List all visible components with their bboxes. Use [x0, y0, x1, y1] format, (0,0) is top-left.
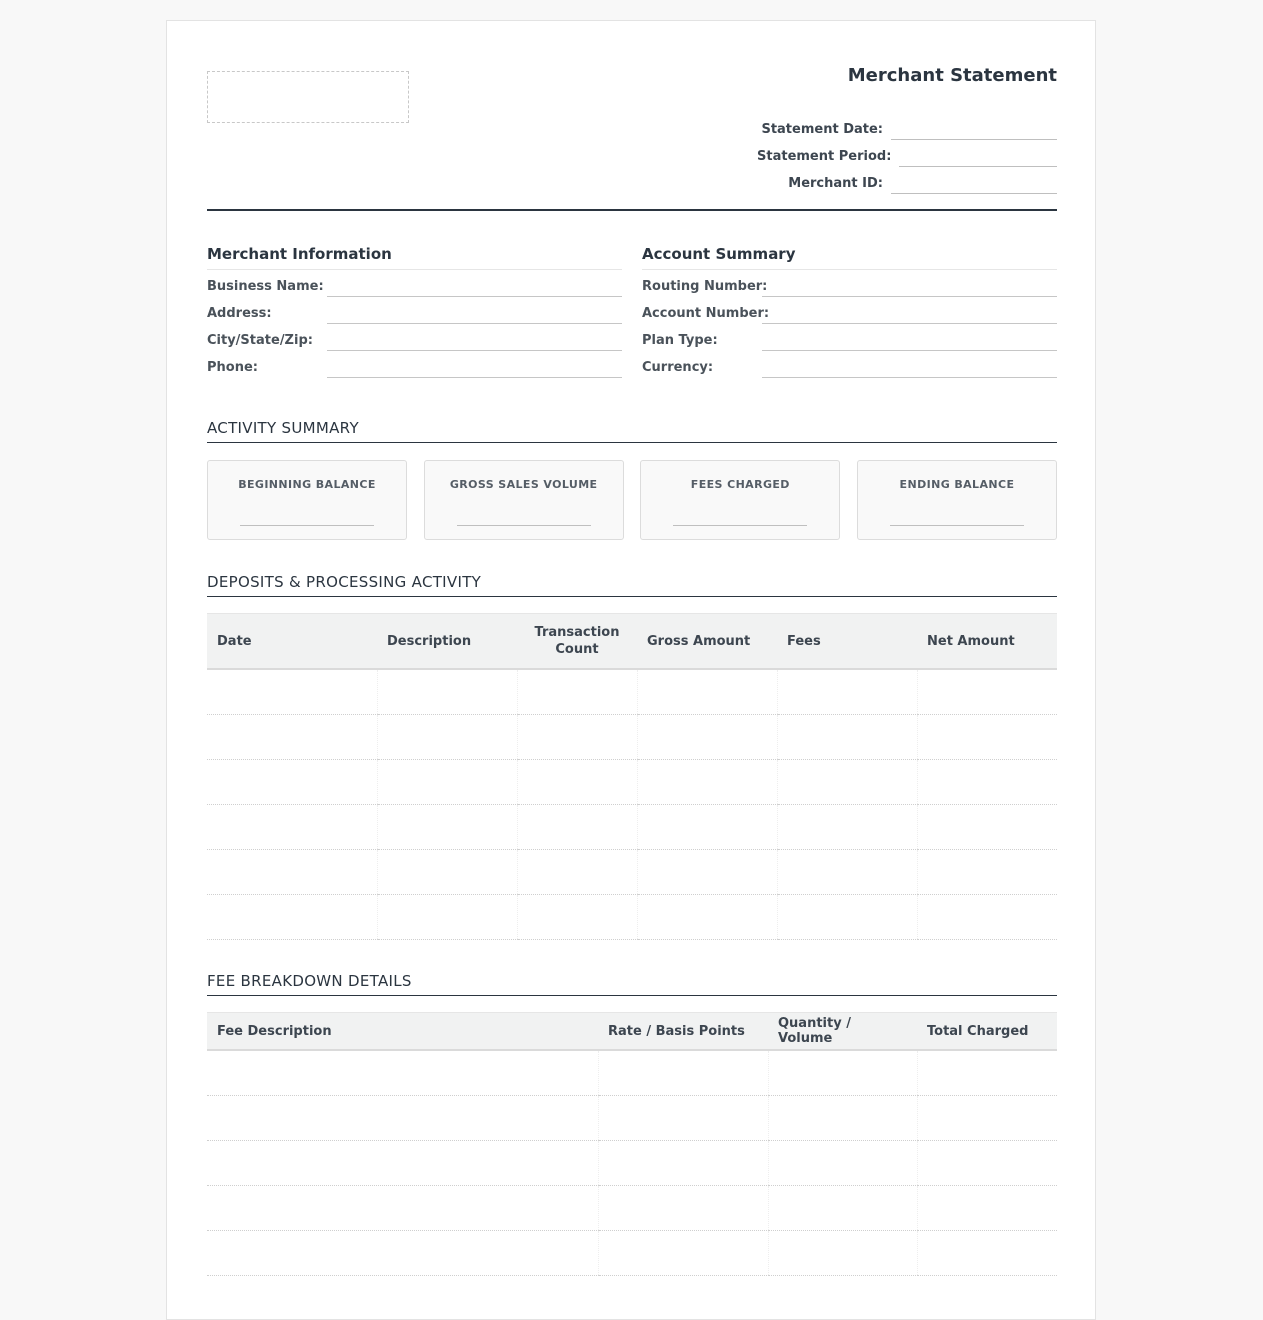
table-row	[207, 1186, 1057, 1231]
column-header-quantity-volume: Quantity / Volume	[768, 1013, 917, 1051]
table-cell[interactable]	[517, 715, 637, 760]
business-name-field[interactable]	[327, 274, 622, 297]
table-cell[interactable]	[207, 1141, 598, 1186]
table-cell[interactable]	[917, 1096, 1057, 1141]
table-cell[interactable]	[207, 805, 377, 850]
table-cell[interactable]	[917, 1186, 1057, 1231]
table-cell[interactable]	[517, 895, 637, 940]
account-summary-section	[642, 245, 1057, 378]
meta-row-statement-date	[757, 113, 1057, 140]
info-label: Currency:	[642, 360, 714, 375]
table-cell[interactable]	[637, 715, 777, 760]
table-cell[interactable]	[207, 715, 377, 760]
table-cell[interactable]	[777, 850, 917, 895]
table-cell[interactable]	[917, 1231, 1057, 1276]
table-cell[interactable]	[917, 1141, 1057, 1186]
table-cell[interactable]	[917, 850, 1057, 895]
table-cell[interactable]	[517, 850, 637, 895]
table-cell[interactable]	[768, 1096, 917, 1141]
info-row-business-name	[207, 270, 622, 297]
table-cell[interactable]	[917, 760, 1057, 805]
card-label: FEES CHARGED	[690, 478, 790, 491]
column-header-date: Date	[207, 614, 377, 670]
table-row	[207, 805, 1057, 850]
activity-summary-cards	[207, 460, 1057, 540]
table-cell[interactable]	[517, 669, 637, 715]
card-label: GROSS SALES VOLUME	[449, 478, 598, 491]
table-cell[interactable]	[207, 895, 377, 940]
document-title: Merchant Statement	[847, 65, 1057, 86]
table-cell[interactable]	[598, 1050, 768, 1096]
ending-balance-field[interactable]	[890, 525, 1024, 526]
info-label: Business Name:	[207, 279, 324, 294]
gross-sales-volume-field[interactable]	[457, 525, 591, 526]
merchant-information-heading: Merchant Information	[207, 245, 622, 270]
column-header-gross-amount: Gross Amount	[637, 614, 777, 670]
account-number-field[interactable]	[762, 301, 1057, 324]
card-label: BEGINNING BALANCE	[238, 478, 376, 491]
fees-charged-field[interactable]	[673, 525, 807, 526]
fee-breakdown-table	[207, 1012, 1057, 1276]
info-label: Phone:	[207, 360, 258, 375]
table-cell[interactable]	[917, 669, 1057, 715]
table-cell[interactable]	[637, 805, 777, 850]
column-header-fees: Fees	[777, 614, 917, 670]
table-cell[interactable]	[377, 760, 517, 805]
table-cell[interactable]	[777, 715, 917, 760]
info-row-address	[207, 297, 622, 324]
logo-placeholder	[207, 71, 409, 123]
info-label: Plan Type:	[642, 333, 718, 348]
table-row	[207, 850, 1057, 895]
summary-card-beginning-balance	[207, 460, 407, 540]
card-label: ENDING BALANCE	[899, 478, 1015, 491]
meta-row-merchant-id	[757, 167, 1057, 194]
merchant-information-section	[207, 245, 622, 378]
table-cell[interactable]	[207, 1231, 598, 1276]
table-cell[interactable]	[637, 669, 777, 715]
table-cell[interactable]	[768, 1231, 917, 1276]
info-label: Account Number:	[642, 306, 770, 321]
summary-card-ending-balance	[857, 460, 1057, 540]
info-label: City/State/Zip:	[207, 333, 313, 348]
phone-field[interactable]	[327, 355, 622, 378]
statement-period-field[interactable]	[899, 144, 1057, 167]
meta-label: Merchant ID:	[788, 176, 883, 191]
merchant-id-field[interactable]	[891, 171, 1057, 194]
table-cell[interactable]	[777, 760, 917, 805]
table-cell[interactable]	[377, 669, 517, 715]
beginning-balance-field[interactable]	[240, 525, 374, 526]
column-header-fee-description: Fee Description	[207, 1013, 598, 1051]
table-cell[interactable]	[517, 805, 637, 850]
table-row	[207, 1096, 1057, 1141]
statement-date-field[interactable]	[891, 117, 1057, 140]
table-cell[interactable]	[598, 1231, 768, 1276]
table-cell[interactable]	[637, 895, 777, 940]
address-field[interactable]	[327, 301, 622, 324]
summary-card-fees-charged	[640, 460, 840, 540]
header-divider	[207, 209, 1057, 211]
table-cell[interactable]	[207, 669, 377, 715]
activity-summary-title: ACTIVITY SUMMARY	[207, 419, 1057, 443]
column-header-description: Description	[377, 614, 517, 670]
table-cell[interactable]	[917, 1050, 1057, 1096]
meta-label: Statement Period:	[757, 149, 892, 164]
table-cell[interactable]	[768, 1050, 917, 1096]
deposits-header-row	[207, 614, 1057, 670]
table-row	[207, 1141, 1057, 1186]
info-row-account-number	[642, 297, 1057, 324]
table-row	[207, 1050, 1057, 1096]
currency-field[interactable]	[762, 355, 1057, 378]
table-cell[interactable]	[777, 895, 917, 940]
deposits-title: DEPOSITS & PROCESSING ACTIVITY	[207, 573, 1057, 597]
summary-card-gross-sales-volume	[424, 460, 624, 540]
table-cell[interactable]	[207, 760, 377, 805]
table-cell[interactable]	[207, 1050, 598, 1096]
table-cell[interactable]	[598, 1096, 768, 1141]
deposits-table	[207, 613, 1057, 940]
table-row	[207, 1231, 1057, 1276]
info-row-currency	[642, 351, 1057, 378]
info-row-city-state-zip	[207, 324, 622, 351]
table-cell[interactable]	[917, 805, 1057, 850]
table-cell[interactable]	[777, 669, 917, 715]
table-cell[interactable]	[207, 1096, 598, 1141]
fee-breakdown-title: FEE BREAKDOWN DETAILS	[207, 972, 1057, 996]
plan-type-field[interactable]	[762, 328, 1057, 351]
table-cell[interactable]	[377, 850, 517, 895]
table-cell[interactable]	[917, 715, 1057, 760]
column-header-rate-basis-points: Rate / Basis Points	[598, 1013, 768, 1051]
statement-page	[166, 20, 1096, 1320]
info-label: Routing Number:	[642, 279, 768, 294]
table-cell[interactable]	[207, 1186, 598, 1231]
routing-number-field[interactable]	[762, 274, 1057, 297]
table-cell[interactable]	[598, 1186, 768, 1231]
table-cell[interactable]	[517, 760, 637, 805]
column-header-net-amount: Net Amount	[917, 614, 1057, 670]
info-row-plan-type	[642, 324, 1057, 351]
account-summary-heading: Account Summary	[642, 245, 1057, 270]
table-row	[207, 760, 1057, 805]
table-cell[interactable]	[768, 1186, 917, 1231]
column-header-transaction-count: Transaction Count	[517, 614, 637, 670]
column-header-total-charged: Total Charged	[917, 1013, 1057, 1051]
table-cell[interactable]	[637, 850, 777, 895]
statement-meta	[757, 113, 1057, 194]
info-row-phone	[207, 351, 622, 378]
table-cell[interactable]	[917, 895, 1057, 940]
info-row-routing-number	[642, 270, 1057, 297]
table-row	[207, 715, 1057, 760]
table-cell[interactable]	[377, 895, 517, 940]
table-cell[interactable]	[768, 1141, 917, 1186]
meta-label: Statement Date:	[761, 122, 883, 137]
table-cell[interactable]	[207, 850, 377, 895]
table-row	[207, 895, 1057, 940]
table-cell[interactable]	[377, 715, 517, 760]
table-cell[interactable]	[637, 760, 777, 805]
table-cell[interactable]	[777, 805, 917, 850]
table-row	[207, 669, 1057, 715]
info-label: Address:	[207, 306, 272, 321]
table-cell[interactable]	[377, 805, 517, 850]
meta-row-statement-period	[757, 140, 1057, 167]
table-cell[interactable]	[598, 1141, 768, 1186]
fee-header-row	[207, 1013, 1057, 1051]
city-state-zip-field[interactable]	[327, 328, 622, 351]
